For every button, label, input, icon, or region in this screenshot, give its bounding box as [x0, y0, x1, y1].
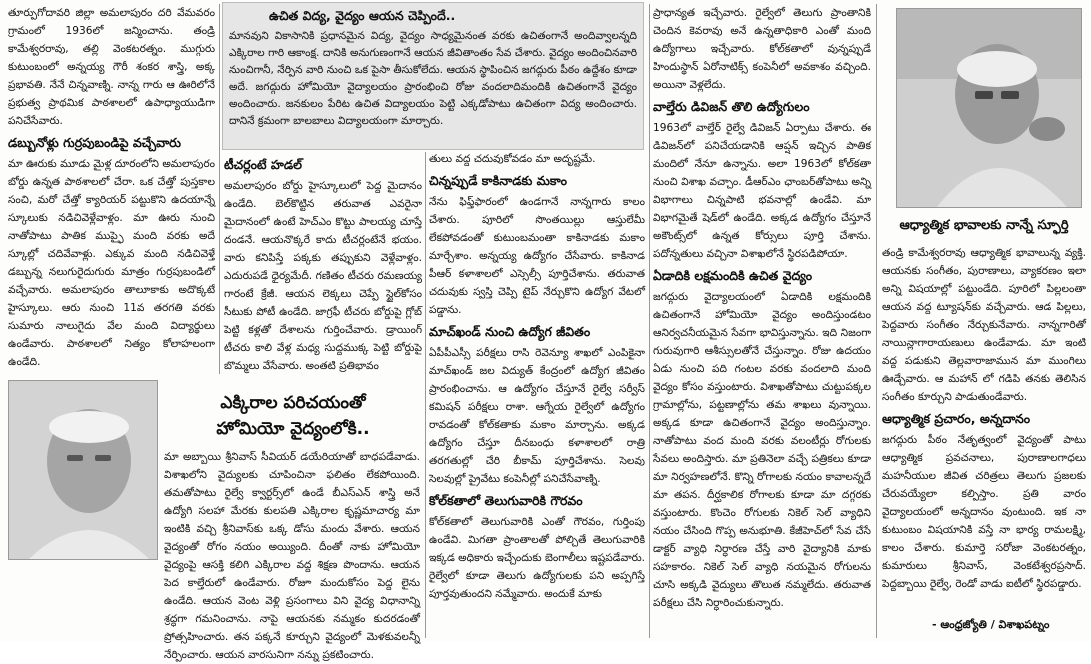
homeo-intro-column — [164, 448, 420, 661]
free-treatment-paragraph: జగద్గురు వైద్యాలయంలో ఏడాదికి లక్షమందికి ఉచితంగానే హోమియో వైద్యం అందిస్తుండటం ఆనిర్వచనీయమైన సేవగా భావిస్తున్నాను. ఇది నిజంగా గురువుగారి ఆశీస్సులతోనే చేస్తున్నాం. రోజు ఉదయం ఏడు నుంచి పది గంటల వరకు వందలాది మంది వైద్యం కోసం వస్తుంటారు. విశాఖతోపాటు చుట్టుపక్కల గ్రామాల్లోను, పట్టణాల్లోను తమ శాఖలు వున్నాయి. అక్కడ కూడా ఉచితంగానే వైద్యం అందిస్తున్నాం. నాతోపాటు వంద మంది వరకు వలంటీర్లు రోగులకు సేవలు అందిస్తారు. మా ప్రతినెలా వచ్చే పత్రికలు కూడా మా నిర్వహణలోనే. కొన్ని రోగాలకు నయం కావాలన్నదే మా తపన. దీర్ఘకాలిక రోగాలకు కూడా మా దగ్గరకు వస్తుంటారు. కొంచెం రోగులకు నికెల్ సెల్ వ్యాధిని నయం చేసింది గొప్ప అనుభూతి. కేజీహెచ్‌లో సేవ చేసే డాక్టర్ వ్యాధి నిర్ధారణ చేస్తే వారి వైద్యానికి మాకు సహకారం. నికెల్ సెల్ వ్యాధి నయమైన రోగులను చూసి అక్కడి వైద్యులు తొలుత నమ్మలేదు. తరువాత పరీక్షలు చేసి నిర్ధారించుకున్నారు. — [653, 291, 871, 609]
homeo-intro-paragraph: మా అబ్బాయి శ్రీనివాస్ సీవియర్ డయేరియాతో బాధపడేవాడు. విశాఖలోని వైద్యులకు చూపించినా ఫలితం లేకపోయింది. తమతోపాటు రైల్వే క్వార్టర్స్‌లో ఉండే బీఎస్ఎన్ శాస్త్రి అనే ఉద్యోగి సలహా మేరకు కులపతి ఎక్కిరాల కృష్ణమాచార్య మా ఇంటికి వచ్చి శ్రీనివాస్‌కు ఒక్క డోసు మందు వేశారు. ఆయన వైద్యంతో రోగం నయం అయ్యింది. దీంతో నాకు హోమియో వైద్యంపై ఆసక్తి కలిగి ఎక్కిరాల వద్ద శిక్షణ పొందాను. ఆయన పెద కాల్తేరులో ఉండేవారు. రోజూ మందుకోసం పెద్ద లైను ఉండేది. ఆయన వెంట వెళ్లి ప్రసంగాలు విని వైద్య విధానాన్ని శ్రద్ధగా గమనించాను. నాపై ఆయనకు నమ్మకం కుదరడంతో ప్రోత్సహించారు. తన పక్కనే కూర్చుని వైద్యంలో మెళకువలన్నీ నేర్పించారు. ఆయన వారసునిగా నన్ను ప్రకటించారు. — [164, 451, 420, 661]
lucky-line: తులు వద్ద చదువుకోవడం మా అదృష్టమే. — [429, 153, 596, 165]
waltair-paragraph: 1963లో వాల్తేర్ రైల్వే డివిజన్ ఏర్పాటు చేశారు. ఈ డివిజన్‌లో పనిచేయడానికి ఆప్షన్ ఇచ్చిన పాతిక మందిలో నేనూ ఉన్నాను. అలా 1963లో కోల్‌కతా నుంచి విశాఖ వచ్చాం. డీఆర్‌ఎం ఛాంబర్‌తోపాటు అన్ని విభాగాలు చిన్నపాటి భవనాల్లో ఉండేవి. మా విభాగమైతే షెడ్‌లో ఉండేది. అక్కడ ఉద్యోగం చేస్తూనే అకౌంట్స్‌లో ఉన్నత కోర్సులు పూర్తి చేశాను. పదోన్నతులు వచ్చినా విశాఖలోనే స్థిరపడిపోయా. — [653, 122, 871, 260]
right-photo-caption: ఆధ్యాత్మిక భావాలకు నాన్నే స్ఫూర్తి — [899, 218, 1069, 233]
caption-line-one: ఎక్కిరాల పరిచయంతో — [220, 393, 366, 413]
column-five — [882, 244, 1086, 638]
kakinada-paragraph: నేను ఫిఫ్త్‌ఫారంలో ఉండగానే నాన్నగారు కాలం చేశారు. పూరిలో సొంతయిల్లు ఆస్తులేమీ లేకపోవడంతో కుటుంబమంతా కాకినాడకు మకాం మార్చేశాం. అన్నయ్య ఉద్యోగం చేసేవారు. కాకినాడ పీఆర్ కళాశాలలో ఎస్సెల్సీ పూర్తిచేశాను. తరువాత చదువుకు స్వస్తి చెప్పి టైప్ నేర్చుకొని ఉద్యోగ వేటలో పడ్డాను. — [429, 196, 645, 316]
column-four — [653, 4, 871, 638]
kolkata-paragraph: కోల్‌కతాలో తెలుగువారికి ఎంతో గౌరవం, గుర్తింపు ఉండేవి. మిగతా ప్రాంతాలతో పోల్చితే తెలుగువారికి ఇక్కడ అధికారు ఇచ్చేందుకు బెంగాలీలు ఇష్టపడేవారు. రైల్వేలో కూడా తెలుగు ఉద్యోగులకు పని అప్పగిస్తే పూర్తవుతుందని నమ్మేవారు. అందుకే మాకు — [429, 516, 645, 600]
section-heading-kolkata: కోల్‌కతాలో తెలుగువారికి గౌరవం — [429, 493, 583, 508]
section-heading-free-treatment: ఏడాదికి లక్షమందికి ఉచిత వైద్యం — [653, 268, 813, 283]
section-heading-waltair: వాల్తేరు డివిజన్ తొలి ఉద్యోగులం — [653, 99, 810, 114]
section-heading-spiritual: ఆధ్యాత్మిక ప్రచారం, అన్నదానం — [882, 411, 1031, 426]
school-paragraph: మా ఊరుకు మూడు మైళ్ల దూరంలోని అమలాపురం బోర్డు ఉన్నత పాఠశాలలో చేరా. ఒక చేత్తో పుస్తకాల సంచి, మరో చేత్తో క్యారియర్ పట్టుకొని ఉదయాన్నే స్కూలుకు నడిచివెళ్లేవాళ్లం. మా ఊరు నుంచి నాతోపాటు పాతిక ముప్ఫై మంది వరకు అదే స్కూల్లో చదివేవాళ్లు. ఎక్కువ మంది నడిచివెళ్తే డబ్బున్న నలుగురైదుగురు మాత్రం గుర్రపుబండిలో వచ్చేవారు. అమలాపురం తాలూకాకు అదొక్కటే హైస్కూలు. ఆరు నుంచి 11వ తరగతి వరకు సుమారు నాలుగైదు వేల మంది విద్యార్థులు ఉండేవారు. పాఠశాలలో నిత్యం కోలాహలంగా ఉండేది. — [8, 158, 215, 368]
column-two — [224, 152, 422, 374]
credit-line: - ఆంధ్రజ్యోతి / విశాఖపట్నం — [932, 618, 1050, 631]
box-paragraph: మానవుని వికాసానికి ప్రధానమైన విద్య, వైద్యం సాధ్యమైనంత వరకు ఉచితంగానే అందివ్వాలన్నది ఎక్కిరాల గారి ఆకాంక్ష. దానికి అనుగుణంగానే ఆయన జీవితాంతం సేవ చేశారు. వైద్యం అందించినవారి నుంచిగానీ, నేర్పిన వారి నుంచి ఒక పైసా తీసుకోలేదు. ఆయన స్థాపించిన జగద్గురు పీఠం ఉద్దేశం కూడా అదే. జగద్గురు హోమియో వైద్యాలయం ప్రారంభించి రోజు వందలాదిమందికి ఉచితంగానే వైద్యం అందించారు. జనకులం పేరిట ఉచిత విద్యాలయం పెట్టి ఎక్కడోపాటు ఉచితంగా విద్య అందించారు. దానినే క్రమంగా బాలబాలు విద్యాలయంగా మార్చారు. — [229, 30, 637, 127]
portrait-drawing — [897, 9, 1081, 207]
spiritual-paragraph: జగద్గురు పీఠం నేతృత్వంలో వైద్యంతో పాటు ఆధ్యాత్మిక ప్రవచనాలు, పురాణాలగాధలు మహనీయుల జీవిత చరిత్రలు తెలుగు ప్రజలకు చేరువయ్యేలా కల్పిస్తాం. ప్రతి వారం వైద్యాలయంలో అన్నదానం వుంటుంది. ఇక నా కుటుంబం విషయానికి వస్తే నా భార్య రామలక్ష్మి, కాలం చేశారు. కుమార్తె సరోజా వెంకటరత్నం, కుమారులు శ్రీనివాస్, వెంకటేశ్వరప్రసాద్. పెద్దబ్బాయి రైల్వే, రెండో వాడు ఐటీలో స్థిరపడ్డారు. — [882, 434, 1086, 590]
intro-paragraph: తూర్పుగోదావరి జిల్లా అమలాపురం దరి వేమవరం గ్రామంలో 1936లో జన్మించాను. తండ్రి కామేశ్వరరావు, తల్లి వెంకటరత్నం. ముగ్గురు కుటుంబంలో అన్నయ్య గౌరీ శంకర శాస్త్రి, అక్క ప్రభావతి. నేనే చిన్నవాణ్ని. నాన్న గారు ఆ ఊరిలోనే ప్రభుత్వ ప్రాథమిక పాఠశాలలో ఉపాధ్యాయుడిగా పనిచేసేవారు. — [8, 7, 215, 127]
column-divider — [649, 4, 650, 638]
section-heading-horse-cart: డబ్బునోళ్లు గుర్రపుబండిపై వచ్చేవారు — [8, 135, 181, 150]
free-education-health-box — [222, 2, 644, 150]
teachers-paragraph: అమలాపురం బోర్డు హైస్కూలులో పెద్ద మైదానం ఉండేది. బెల్‌కొట్టిన తరువాత ఎవరైనా మైదానంలో ఉంటే హెచ్‌ఎం కొట్టు పాలయ్య చూస్తే దండనే. ఆయనొక్కరే కాదు టీచర్లంటేనే భయం. వారు కనిపిస్తే పక్కకు తప్పుకుని వెళ్లేవాళ్లం. ఎదురుపడే ధైర్యమేదీ. గణితం టీచరు రమణయ్య గారంటే క్రేజీ. ఆయన లెక్కలు చెప్పే స్టైల్‌కోసం సీటుకు పోటీ ఉండేది. జాగ్రఫీ టీచరు బోర్డుపై గ్లోబ్ పెట్టి కళ్లతో దేశాలను గుర్తించేవారు. డ్రాయింగ్ టీచరు కాలి వేళ్ల మధ్య సుద్దముక్క పెట్టి బోర్డుపై బొమ్మలు వేసేవారు. అంతటి ప్రతిభావం — [224, 180, 422, 372]
section-heading-machkhand: మాచ్‌ఖండ్ నుంచి ఉద్యోగ జీవితం — [429, 324, 591, 339]
column-three — [429, 150, 645, 638]
portrait-drawing — [9, 381, 157, 559]
column-divider — [425, 152, 426, 638]
machkhand-paragraph: ఏపీపీఎస్సీ పరీక్షలు రాసి రెవెన్యూ శాఖలో ఎంపికైనా మాచ్‌ఖండ్ జల విద్యుత్ కేంద్రంలో ఉద్యోగ జీవితం ప్రారంభించాను. ఆ ఉద్యోగం చేస్తూనే రైల్వే సర్వీస్ కమిషన్ పరీక్షలు రాశా. ఆగ్నేయ రైల్వేలో ఉద్యోగం రావడంతో కోల్‌కతాకు మకాం మార్చాను. అక్కడ ఉద్యోగం చేస్తూ దీనబంధు కళాశాలలో రాత్రి తరగతుల్లో చేరి బీకామ్ పూర్తిచేశాను. సెలవు సెలవుల్లో ప్రైవేటు కంపెనీల్లో పనిచేసేవాణ్ని. — [429, 347, 645, 485]
column-divider — [876, 4, 877, 638]
section-heading-kakinada: చిన్నప్పుడే కాకినాడకు మకాం — [429, 173, 567, 188]
section-heading-teachers: టీచర్లంటే హడల్ — [224, 157, 302, 172]
caption-line-two: హోమియో వైద్యంలోకి.. — [216, 419, 370, 439]
portrait-photo-right — [896, 8, 1082, 208]
left-photo-caption — [168, 390, 418, 442]
column-one — [8, 4, 215, 370]
portrait-photo-left — [8, 380, 158, 560]
father-paragraph: తండ్రి కామేశ్వరరావు ఆధ్యాత్మిక భావాలున్న వ్యక్తి. ఆయనకు సంగీతం, పురాణాలు, వ్యాకరణం ఇలా అన్ని విషయాల్లో పట్టుండేది. పూరిలో పిల్లలంతా ఆయన వద్ద ట్యూషన్‌కు వచ్చేవారు. ఆడ పిల్లలు, పెద్దవారు సంగీతం నేర్చుకునేవారు. నాన్నగారితో నాయిన్లాగారాయణులు ఉండేవాడు. మా ఇంటి వద్ద పడుకుని తెల్లవారాజామున మా ముంగిలు ఊడ్చేవారు. ఆ మహాన్ లో గడిపి తనకు తెలిసిన సంగీతం కూర్చుని పాడుతుండేవారు. — [882, 247, 1086, 403]
box-heading: ఉచిత విద్య, వైద్యం ఆయన చెప్పిందే.. — [269, 8, 456, 23]
priority-paragraph: ప్రాధాన్యత ఇచ్చేవారు. రైల్వేలో తెలుగు ప్రాంతానికి చెందిన కెవరావు అనే ఉన్నతాధికారి ఎంతో మంది ఉద్యోగాలు ఇచ్చేవారు. కోల్‌కతాలో వున్నప్పుడే హిందుస్థాన్ ఏరోనాటిక్స్ కంపెనీలో అవకాశం వచ్చింది. అయినా వెళ్లలేదు. — [653, 7, 871, 91]
column-divider — [219, 4, 220, 374]
